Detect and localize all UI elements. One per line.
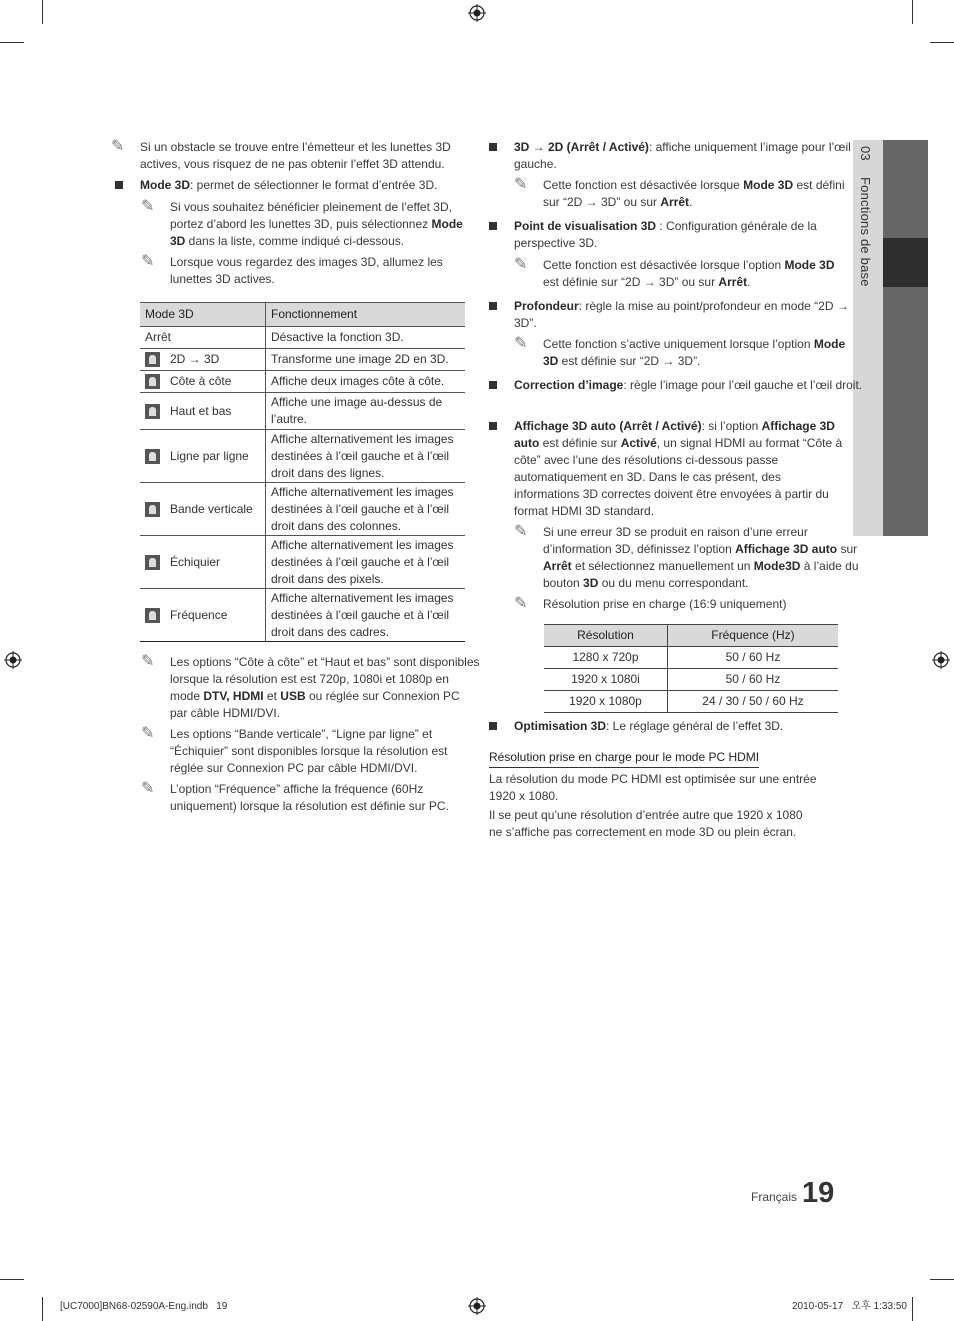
note-pencil-icon: ✎ bbox=[141, 651, 155, 670]
bullet-square-icon bbox=[489, 143, 497, 151]
chapter-tab-marker bbox=[883, 238, 928, 287]
table-cell: Affiche alternativement les images destinées à l’œil gauche et à l’œil droit dans des lignes. bbox=[266, 430, 466, 483]
vertical-stripe-icon bbox=[145, 502, 160, 517]
note-pencil-icon: ✎ bbox=[514, 593, 528, 612]
table-cell: Désactive la fonction 3D. bbox=[266, 327, 466, 349]
note-pencil-icon: ✎ bbox=[141, 723, 155, 742]
note-obstacle: ✎ Si un obstacle se trouve entre l’émetteur et les lunettes 3D actives, vous risquez de ne pas obtenir l’effet 3D attendu. bbox=[111, 136, 451, 171]
table-cell: 1920 x 1080p bbox=[544, 691, 667, 713]
line-by-line-icon bbox=[145, 449, 160, 464]
table-cell: 50 / 60 Hz bbox=[667, 669, 838, 691]
table-row bbox=[140, 393, 465, 430]
print-file-info: [UC7000]BN68-02590A-Eng.indb 19 bbox=[60, 1301, 228, 1312]
chapter-number: 03 bbox=[858, 146, 873, 161]
note-frequency: ✎ L’option “Fréquence” affiche la fréquence (60Hz uniquement) lorsque la résolution est définie sur PC. bbox=[141, 778, 449, 813]
column-header: Fonctionnement bbox=[266, 303, 466, 327]
crop-mark bbox=[42, 0, 43, 24]
bullet-square-icon bbox=[489, 222, 497, 230]
note-mode3d-glasses: ✎ Si vous souhaitez bénéficier pleinement de l’effet 3D, portez d’abord les lunettes 3D, puis sélectionnez Mode 3D dans la liste, comme indiqué ci-dessous. bbox=[141, 196, 463, 248]
checker-board-icon bbox=[145, 555, 160, 570]
bullet-square-icon bbox=[489, 381, 497, 389]
mode3d-table bbox=[140, 302, 465, 642]
table-row bbox=[140, 349, 465, 371]
table-cell: 24 / 30 / 50 / 60 Hz bbox=[667, 691, 838, 713]
note-pencil-icon: ✎ bbox=[141, 196, 155, 215]
note-pencil-icon: ✎ bbox=[111, 136, 125, 155]
note-depth: ✎ Cette fonction s’active uniquement lorsque l’option Mode 3D est définie sur “2D → 3D”. bbox=[514, 333, 846, 368]
note-pencil-icon: ✎ bbox=[514, 333, 528, 352]
table-cell: Bande verticale bbox=[140, 483, 266, 536]
table-row bbox=[140, 536, 465, 589]
table-row bbox=[140, 371, 465, 393]
table-cell: Transforme une image 2D en 3D. bbox=[266, 349, 466, 371]
crop-mark bbox=[0, 42, 24, 43]
table-cell: 1280 x 720p bbox=[544, 647, 667, 669]
table-cell: Fréquence bbox=[140, 589, 266, 642]
2d-to-3d-icon bbox=[145, 352, 160, 367]
table-header-row bbox=[140, 303, 465, 327]
column-header: Résolution bbox=[544, 625, 667, 647]
column-header: Mode 3D bbox=[140, 303, 266, 327]
table-row bbox=[140, 589, 465, 642]
crop-mark bbox=[930, 1279, 954, 1280]
note-side-by-side-availability: ✎ Les options “Côte à côte” et “Haut et bas” sont disponibles lorsque la résolution est est 720p, 1080i et 1080p en mode DTV, HDMI et USB ou réglée sur Connexion PC par câble HDMI/DVI. bbox=[141, 651, 480, 720]
bullet-auto-3d: Affichage 3D auto (Arrêt / Activé): si l’option Affichage 3D auto est définie sur Activé, un signal HDMI au format “Côte à côte” avec l’une des résolutions ci-dessous passe automatiquement en 3D. Dans le cas présent, des informations 3D correctes doivent être envoyées à partir du format HDMI 3D standard. bbox=[489, 418, 844, 520]
paragraph-pc-hdmi-warning: Il se peut qu’une résolution d’entrée autre que 1920 x 1080 ne s’affiche pas correctement en mode 3D ou plein écran. bbox=[489, 808, 803, 839]
note-viewpoint-3d: ✎ Cette fonction est désactivée lorsque l’option Mode 3D est définie sur “2D → 3D” ou sur Arrêt. bbox=[514, 254, 835, 289]
table-header-row bbox=[544, 625, 838, 647]
crop-mark bbox=[912, 1297, 913, 1321]
note-pencil-icon: ✎ bbox=[514, 254, 528, 273]
crop-mark bbox=[0, 1279, 24, 1280]
bullet-viewpoint-3d: Point de visualisation 3D : Configuration générale de la perspective 3D. bbox=[489, 218, 864, 252]
table-row bbox=[140, 430, 465, 483]
bullet-mode-3d: Mode 3D: permet de sélectionner le format d’entrée 3D. bbox=[115, 177, 480, 194]
table-cell: 2D → 3D bbox=[140, 349, 266, 371]
table-cell: Côte à côte bbox=[140, 371, 266, 393]
bullet-square-icon bbox=[489, 422, 497, 430]
bullet-image-correction: Correction d’image: règle l’image pour l’œil gauche et l’œil droit. bbox=[489, 377, 864, 394]
bullet-3d-to-2d: 3D → 2D (Arrêt / Activé): affiche uniquement l’image pour l’œil gauche. bbox=[489, 139, 864, 173]
note-pencil-icon: ✎ bbox=[141, 251, 155, 270]
top-bottom-icon bbox=[145, 404, 160, 419]
chapter-tab-edge bbox=[883, 140, 928, 536]
print-timestamp: 2010-05-17 오후 1:33:50 bbox=[792, 1301, 907, 1312]
note-supported-resolution: ✎ Résolution prise en charge (16:9 uniquement) bbox=[514, 593, 787, 612]
crop-mark bbox=[42, 1297, 43, 1321]
registration-mark-icon bbox=[4, 651, 22, 669]
table-row bbox=[544, 691, 838, 713]
bullet-3d-optimization: Optimisation 3D: Le réglage général de l’effet 3D. bbox=[489, 718, 864, 735]
note-pencil-icon: ✎ bbox=[141, 778, 155, 797]
chapter-title: Fonctions de base bbox=[858, 176, 873, 287]
table-row bbox=[140, 483, 465, 536]
registration-mark-icon bbox=[932, 651, 950, 669]
bullet-square-icon bbox=[489, 722, 497, 730]
paragraph-pc-hdmi-optimized: La résolution du mode PC HDMI est optimisée sur une entrée 1920 x 1080. bbox=[489, 772, 817, 803]
bullet-square-icon bbox=[489, 302, 497, 310]
crop-mark bbox=[930, 42, 954, 43]
crop-mark bbox=[912, 0, 913, 24]
note-glasses-on: ✎ Lorsque vous regardez des images 3D, allumez les lunettes 3D actives. bbox=[141, 251, 443, 286]
table-cell: Affiche alternativement les images destinées à l’œil gauche et à l’œil droit dans des cadres. bbox=[266, 589, 466, 642]
table-row bbox=[544, 669, 838, 691]
side-by-side-icon bbox=[145, 374, 160, 389]
section-title-pc-hdmi: Résolution prise en charge pour le mode PC HDMI bbox=[489, 749, 759, 768]
resolution-table bbox=[544, 624, 838, 713]
note-3d-error: ✎ Si une erreur 3D se produit en raison d’une erreur d’information 3D, définissez l’option Affichage 3D auto sur Arrêt et sélectionnez manuellement un Mode3D à l’aide du bouton 3D ou du menu correspondant. bbox=[514, 521, 859, 590]
footer-language: Français bbox=[751, 1190, 798, 1204]
page-number: 19 bbox=[802, 1177, 835, 1209]
note-vertical-stripe-availability: ✎ Les options “Bande verticale”, “Ligne par ligne” et “Échiquier” sont disponibles lorsque la résolution est réglée sur Connexion PC par câble HDMI/DVI. bbox=[141, 723, 448, 775]
table-cell: Échiquier bbox=[140, 536, 266, 589]
table-cell: 50 / 60 Hz bbox=[667, 647, 838, 669]
table-cell: Affiche alternativement les images destinées à l’œil gauche et à l’œil droit dans des pixels. bbox=[266, 536, 466, 589]
frequency-icon bbox=[145, 608, 160, 623]
table-row bbox=[544, 647, 838, 669]
table-cell: Affiche alternativement les images destinées à l’œil gauche et à l’œil droit dans des colonnes. bbox=[266, 483, 466, 536]
note-3d-to-2d: ✎ Cette fonction est désactivée lorsque Mode 3D est défini sur “2D → 3D” ou sur Arrêt. bbox=[514, 174, 845, 209]
table-cell: Affiche deux images côte à côte. bbox=[266, 371, 466, 393]
table-cell: Affiche une image au-dessus de l’autre. bbox=[266, 393, 466, 430]
registration-mark-icon bbox=[468, 1297, 486, 1315]
table-cell: 1920 x 1080i bbox=[544, 669, 667, 691]
table-row bbox=[140, 327, 465, 349]
note-pencil-icon: ✎ bbox=[514, 521, 528, 540]
table-cell: Arrêt bbox=[140, 327, 266, 349]
table-cell: Haut et bas bbox=[140, 393, 266, 430]
registration-mark-icon bbox=[468, 4, 486, 22]
table-cell: Ligne par ligne bbox=[140, 430, 266, 483]
note-pencil-icon: ✎ bbox=[514, 174, 528, 193]
bullet-depth: Profondeur: règle la mise au point/profondeur en mode “2D → 3D”. bbox=[489, 298, 864, 332]
bullet-square-icon bbox=[115, 181, 123, 189]
column-header: Fréquence (Hz) bbox=[667, 625, 838, 647]
